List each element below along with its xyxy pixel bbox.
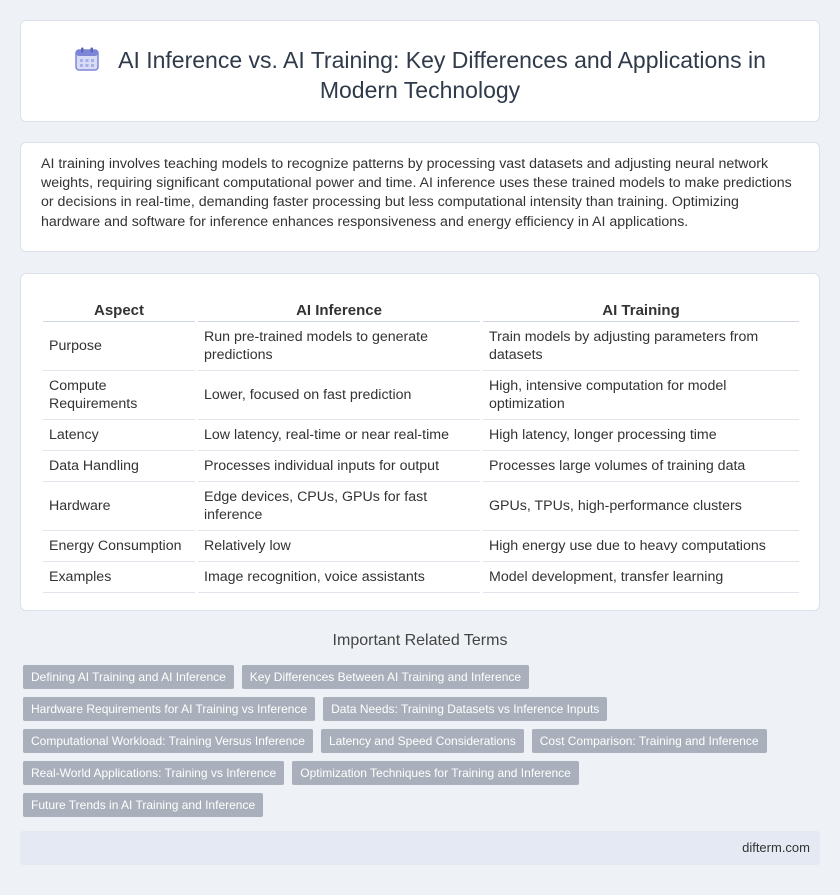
table-row [43, 420, 799, 451]
table-row [43, 562, 799, 593]
cell-training: Model development, transfer learning [483, 562, 799, 593]
cell-inference: Image recognition, voice assistants [198, 562, 480, 593]
calendar-icon [74, 46, 100, 72]
comparison-table [43, 298, 799, 593]
table-row [43, 482, 799, 531]
cell-inference: Edge devices, CPUs, GPUs for fast inference [198, 482, 480, 531]
related-term-tag[interactable]: Cost Comparison: Training and Inference [532, 729, 767, 753]
comparison-card [20, 273, 820, 611]
related-term-tag[interactable]: Optimization Techniques for Training and Inference [292, 761, 579, 785]
related-term-tag[interactable]: Real-World Applications: Training vs Inference [23, 761, 284, 785]
cell-aspect: Purpose [43, 322, 195, 371]
table-row [43, 371, 799, 420]
header-ai-training: AI Training [483, 298, 799, 322]
table-row [43, 451, 799, 482]
cell-aspect: Energy Consumption [43, 531, 195, 562]
cell-training: High latency, longer processing time [483, 420, 799, 451]
header-aspect: Aspect [43, 298, 195, 322]
cell-training: Train models by adjusting parameters from datasets [483, 322, 799, 371]
related-term-tag[interactable]: Hardware Requirements for AI Training vs Inference [23, 697, 315, 721]
footer-site[interactable]: difterm.com [742, 840, 810, 855]
intro-card [20, 142, 820, 252]
cell-inference: Low latency, real-time or near real-time [198, 420, 480, 451]
cell-training: Processes large volumes of training data [483, 451, 799, 482]
cell-aspect: Compute Requirements [43, 371, 195, 420]
cell-inference: Run pre-trained models to generate predictions [198, 322, 480, 371]
related-term-tag[interactable]: Key Differences Between AI Training and Inference [242, 665, 529, 689]
footer [20, 831, 820, 865]
cell-aspect: Latency [43, 420, 195, 451]
related-term-tag[interactable]: Future Trends in AI Training and Inference [23, 793, 263, 817]
related-term-tag[interactable]: Computational Workload: Training Versus Inference [23, 729, 313, 753]
cell-training: GPUs, TPUs, high-performance clusters [483, 482, 799, 531]
cell-inference: Relatively low [198, 531, 480, 562]
cell-aspect: Examples [43, 562, 195, 593]
related-term-tag[interactable]: Latency and Speed Considerations [321, 729, 524, 753]
cell-inference: Lower, focused on fast prediction [198, 371, 480, 420]
cell-aspect: Hardware [43, 482, 195, 531]
cell-aspect: Data Handling [43, 451, 195, 482]
related-term-tag[interactable]: Defining AI Training and AI Inference [23, 665, 234, 689]
table-row [43, 531, 799, 562]
header-ai-inference: AI Inference [198, 298, 480, 322]
cell-training: High energy use due to heavy computations [483, 531, 799, 562]
related-term-tag[interactable]: Data Needs: Training Datasets vs Inference Inputs [323, 697, 607, 721]
cell-inference: Processes individual inputs for output [198, 451, 480, 482]
related-terms-list [23, 665, 813, 825]
page-title: AI Inference vs. AI Training: Key Differences and Applications in Modern Technology [118, 47, 766, 103]
table-row [43, 322, 799, 371]
intro-text: AI training involves teaching models to recognize patterns by processing vast datasets and adjusting neural network weights, requiring significant computational power and time. AI inference uses these trained models to make predictions or decisions in real-time, demanding faster processing but less computational intensity than training. Optimizing hardware and software for inference enhances responsiveness and energy efficiency in AI applications. [41, 156, 792, 230]
related-terms-title: Important Related Terms [332, 632, 508, 649]
table-header-row [43, 298, 799, 322]
page-title-wrap [21, 45, 819, 105]
cell-training: High, intensive computation for model optimization [483, 371, 799, 420]
title-card [20, 20, 820, 122]
